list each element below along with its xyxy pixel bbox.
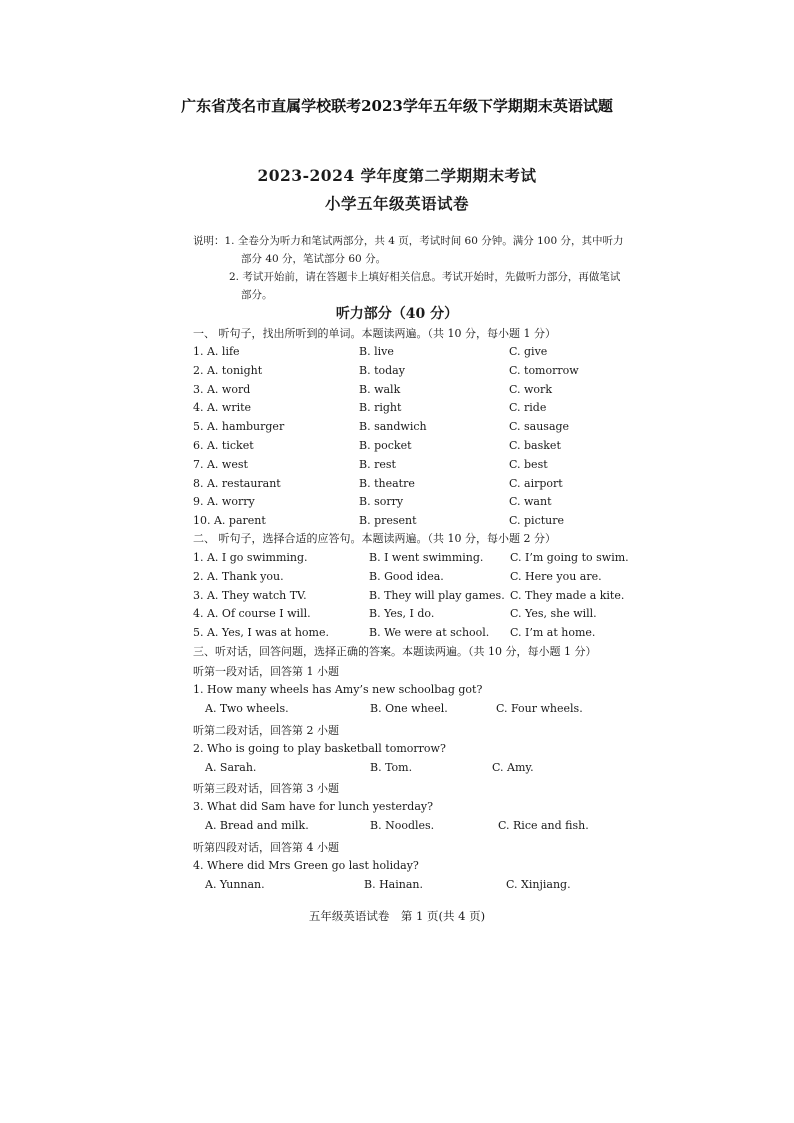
option-b: B. rest [359, 457, 396, 471]
option-b: B. walk [359, 382, 401, 396]
option-c: C. best [509, 457, 548, 471]
option-a: 8. A. restaurant [193, 476, 281, 490]
option-c: C. picture [509, 514, 565, 528]
option-a: A. Two wheels. [205, 702, 289, 715]
option-b: B. We were at school. [369, 626, 490, 640]
question-text: 4. Where did Mrs Green go last holiday? [193, 858, 419, 872]
page-footer: 五年级英语试卷 第 1 页(共 4 页) [308, 909, 486, 923]
dialog-prompt: 听第四段对话，回答第 4 小题 [193, 840, 339, 854]
part1-instruction: 一、 听句子，找出所听到的单词。本题读两遍。（共 10 分，每小题 1 分） [193, 327, 556, 340]
option-a: 4. A. write [193, 401, 252, 415]
option-b: B. They will play games. [369, 588, 505, 602]
exam-title-line1: 2023-2024 学年度第二学期期末考试 [257, 166, 537, 185]
option-b: B. I went swimming. [369, 551, 484, 564]
question-text: 1. How many wheels has Amy’s new schoolbag got? [193, 683, 483, 696]
option-b: B. Noodles. [370, 819, 435, 832]
option-b: B. One wheel. [370, 702, 448, 715]
option-c: C. Four wheels. [496, 702, 583, 715]
option-c: C. ride [509, 401, 547, 415]
instructions-label: 说明： [193, 235, 225, 247]
instructions-block [193, 232, 663, 304]
instruction-item-1b: 部分 40 分，笔试部分 60 分。 [241, 253, 387, 265]
instruction-row-1 [193, 232, 663, 250]
option-a: 3. A. word [193, 382, 251, 396]
option-b: B. Yes, I do. [369, 607, 435, 621]
option-b: B. today [359, 363, 405, 377]
option-c: C. tomorrow [509, 363, 579, 377]
option-b: B. live [359, 345, 394, 358]
question-text: 2. Who is going to play basketball tomorrow? [193, 741, 446, 755]
option-b: B. Hainan. [364, 877, 423, 891]
instruction-item-1a: 1. 全卷分为听力和笔试两部分，共 4 页，考试时间 60 分钟。满分 100 分，其中听力 [224, 235, 624, 247]
option-b: B. Good idea. [369, 569, 444, 583]
option-a: 10. A. parent [193, 514, 266, 528]
option-b: B. sandwich [359, 420, 427, 434]
option-b: B. theatre [359, 476, 415, 490]
option-a: 4. A. Of course I will. [193, 607, 311, 621]
option-b: B. present [359, 514, 417, 528]
option-a: 1. A. life [193, 345, 240, 358]
option-a: 7. A. west [193, 457, 248, 471]
option-c: C. Rice and fish. [498, 819, 589, 832]
option-a: 5. A. hamburger [193, 420, 285, 434]
dialog-prompt: 听第一段对话，回答第 1 小题 [193, 665, 339, 678]
dialog-prompt: 听第二段对话，回答第 2 小题 [193, 723, 339, 737]
option-a: A. Sarah. [205, 760, 257, 774]
option-c: C. Xinjiang. [506, 877, 571, 891]
option-c: C. Yes, she will. [510, 607, 597, 621]
option-c: C. work [509, 382, 552, 396]
option-a: A. Bread and milk. [205, 819, 309, 832]
option-a: 3. A. They watch TV. [193, 588, 307, 602]
option-c: C. want [509, 495, 552, 509]
option-c: C. Amy. [492, 760, 534, 774]
part2-instruction: 二、 听句子，选择合适的应答句。本题读两遍。（共 10 分，每小题 2 分） [193, 532, 556, 545]
option-b: B. Tom. [370, 760, 413, 774]
option-a: 2. A. Thank you. [193, 569, 284, 583]
option-a: 2. A. tonight [193, 363, 263, 377]
option-a: 1. A. I go swimming. [193, 551, 308, 564]
part3-instruction: 三、听对话，回答问题，选择正确的答案。本题读两遍。（共 10 分，每小题 1 分） [193, 645, 597, 658]
option-c: C. airport [509, 476, 563, 490]
instruction-item-2a: 2. 考试开始前，请在答题卡上填好相关信息。考试开始时，先做听力部分，再做笔试 [229, 271, 621, 283]
document-title: 广东省茂名市直属学校联考2023学年五年级下学期期末英语试题 [181, 97, 613, 115]
option-a: 6. A. ticket [193, 439, 254, 452]
option-b: B. pocket [359, 439, 412, 452]
option-a: 9. A. worry [193, 495, 255, 509]
option-c: C. They made a kite. [510, 588, 625, 602]
option-c: C. give [509, 345, 548, 358]
question-text: 3. What did Sam have for lunch yesterday? [193, 800, 433, 813]
option-c: C. sausage [509, 420, 570, 434]
option-b: B. right [359, 401, 402, 415]
option-c: C. I’m at home. [510, 626, 596, 640]
exam-title-line2: 小学五年级英语试卷 [324, 194, 469, 213]
option-b: B. sorry [359, 495, 404, 509]
listening-heading: 听力部分（40 分） [335, 306, 459, 322]
option-c: C. Here you are. [510, 569, 602, 583]
option-c: C. basket [509, 439, 561, 452]
option-a: 5. A. Yes, I was at home. [193, 626, 329, 640]
option-c: C. I’m going to swim. [510, 551, 629, 564]
instruction-item-2b: 部分。 [241, 289, 273, 301]
dialog-prompt: 听第三段对话，回答第 3 小题 [193, 782, 339, 795]
option-a: A. Yunnan. [205, 877, 265, 891]
